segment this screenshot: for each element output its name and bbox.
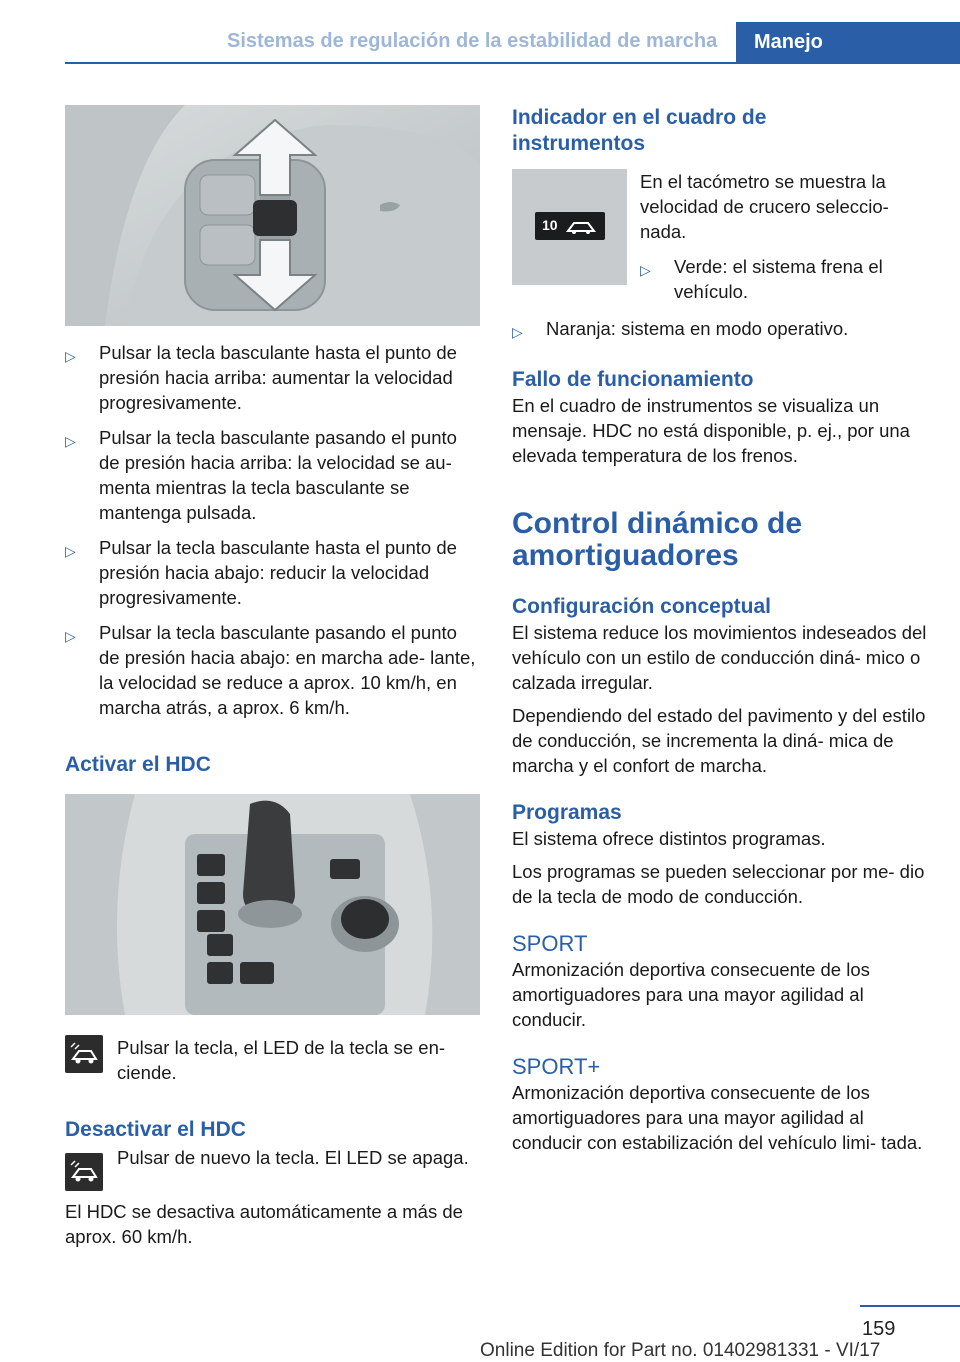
- chapter-tab: Manejo: [736, 22, 960, 64]
- edition-footer: Online Edition for Part no. 01402981331 - VI/17: [480, 1340, 881, 1361]
- left-column: [65, 105, 480, 1249]
- main-section-heading: Control dinámico de amortiguadores: [512, 507, 803, 572]
- list-item: ▷ Pulsar la tecla basculante hasta el punto de presión hacia arriba: aumentar la velocidad progresivamente.: [65, 342, 457, 413]
- fault-text: En el cuadro de instrumentos se visualiza un mensaje. HDC no está disponible, p. ej., por una elevada temperatura de los frenos.: [512, 395, 910, 466]
- hdc-icon: [65, 1035, 103, 1073]
- bullet-triangle-icon: ▷: [65, 543, 76, 559]
- bullet-triangle-icon: ▷: [65, 348, 76, 364]
- deactivate-auto-text: El HDC se desactiva automáticamente a más de aprox. 60 km/h.: [65, 1201, 463, 1247]
- page-number: 159: [862, 1318, 896, 1340]
- steering-wheel-image: [65, 105, 480, 326]
- sportplus-heading: SPORT+: [512, 1054, 601, 1079]
- concept-heading: Configuración conceptual: [512, 595, 772, 618]
- center-console-image: [65, 794, 480, 1015]
- indicator-heading: Indicador en el cuadro de instrumentos: [512, 106, 767, 155]
- programs-paragraph-2: Los programas se pueden seleccionar por me‐ dio de la tecla de modo de conducción.: [512, 861, 925, 907]
- bullet-triangle-icon: ▷: [65, 628, 76, 644]
- indicator-block: [512, 169, 932, 314]
- fault-heading: Fallo de funcionamiento: [512, 368, 754, 391]
- right-column: [512, 105, 932, 1155]
- hdc-icon: [65, 1153, 103, 1191]
- sportplus-text: Armonización deportiva consecuente de los amortiguadores para una mayor agilidad al conducir con estabilización del vehículo limi‐ tada.: [512, 1082, 923, 1153]
- list-item: ▷ Pulsar la tecla basculante pasando el punto de presión hacia abajo: en marcha ade‐ lante, la velocidad se reduce a aprox. 10 km/h, en marcha atrás, a aprox. 6 km/h.: [65, 622, 476, 718]
- indicator-text: En el tacómetro se muestra la velocidad de crucero seleccio‐ nada.: [640, 171, 889, 242]
- activate-hdc-heading: Activar el HDC: [65, 753, 211, 776]
- concept-paragraph-1: El sistema reduce los movimientos indeseados del vehículo con un estilo de conducción diná‐ mico o calzada irregular.: [512, 622, 927, 693]
- activate-text: Pulsar la tecla, el LED de la tecla se en‐ ciende.: [117, 1037, 446, 1083]
- programs-paragraph-1: El sistema ofrece distintos programas.: [512, 828, 826, 849]
- list-item: ▷ Pulsar la tecla basculante hasta el punto de presión hacia abajo: reducir la velocidad progresivamente.: [65, 537, 457, 608]
- bullet-triangle-icon: ▷: [65, 433, 76, 449]
- programs-heading: Programas: [512, 801, 622, 824]
- deactivate-hdc-heading: Desactivar el HDC: [65, 1118, 246, 1141]
- activate-row: [65, 1035, 480, 1085]
- deactivate-text: Pulsar de nuevo la tecla. El LED se apaga.: [117, 1147, 469, 1168]
- page-header: [0, 0, 960, 62]
- display-speed: 10: [542, 217, 558, 233]
- rocker-switch-list: [65, 340, 480, 720]
- list-item: ▷ Verde: el sistema frena el vehículo.: [640, 256, 883, 302]
- section-title: Sistemas de regulación de la estabilidad de marcha: [227, 30, 718, 52]
- list-item: ▷ Naranja: sistema en modo operativo.: [512, 316, 932, 341]
- bullet-triangle-icon: ▷: [512, 324, 523, 340]
- header-divider: [65, 62, 960, 64]
- deactivate-row: [65, 1145, 480, 1191]
- concept-paragraph-2: Dependiendo del estado del pavimento y del estilo de conducción, se incrementa la diná‐ mica de marcha y el confort de marcha.: [512, 705, 926, 776]
- bullet-triangle-icon: ▷: [640, 262, 651, 278]
- sport-heading: SPORT: [512, 931, 588, 956]
- sport-text: Armonización deportiva consecuente de los amortiguadores para una mayor agilidad al conducir.: [512, 959, 870, 1030]
- tachometer-display-image: [512, 169, 627, 285]
- footer-divider: [860, 1305, 960, 1307]
- list-item: ▷ Pulsar la tecla basculante pasando el punto de presión hacia arriba: la velocidad se au‐ menta mientras la tecla basculante se mantenga pulsada.: [65, 427, 457, 523]
